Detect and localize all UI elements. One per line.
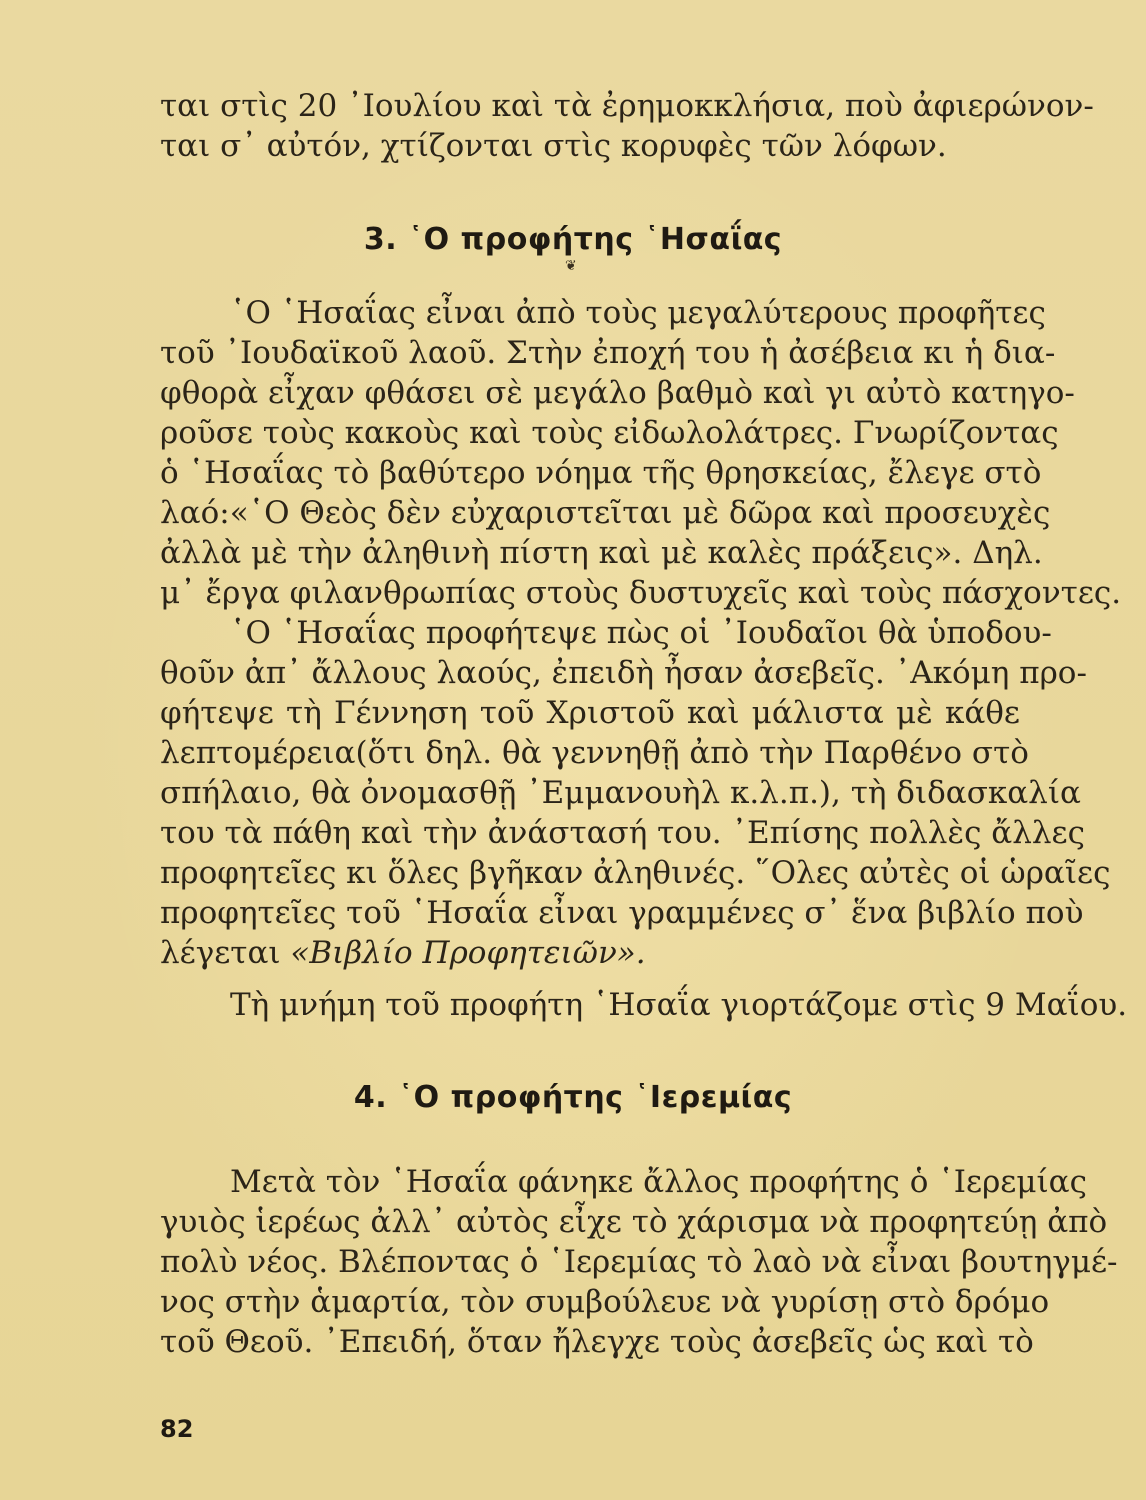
section-3-paragraph-1 [160,293,1122,613]
top-paragraph [160,86,1094,166]
text-line: φήτεψε τὴ Γέννηση τοῦ Χριστοῦ καὶ μάλιστα μὲ κάθε [160,695,1020,731]
text-line: Μετὰ τὸν ῾Ησαΐα φάνηκε ἄλλος προφήτης ὁ ῾Ιερεμίας [230,1164,1087,1200]
text-line: ὁ ῾Ησαΐας τὸ βαθύτερο νόημα τῆς θρησκείας, ἔλεγε στὸ [160,455,1042,491]
book-title: «Βιβλίο Προφητειῶν». [290,935,646,971]
section-3-paragraph-3 [160,985,1128,1025]
text-line: γυιὸς ἱερέως ἀλλ᾿ αὐτὸς εἶχε τὸ χάρισμα νὰ προφητεύῃ ἀπὸ [160,1204,1108,1240]
text-line: ροῦσε τοὺς κακοὺς καὶ τοὺς εἰδωλολάτρες. Γνωρίζοντας [160,415,1059,451]
text-line: νος στὴν ἁμαρτία, τὸν συμβούλευε νὰ γυρίσῃ στὸ δρόμο [160,1284,1050,1320]
section-3-paragraph-2 [160,613,1111,973]
text-line: προφητεῖες τοῦ ῾Ησαΐα εἶναι γραμμένες σ᾿ ἕνα βιβλίο ποὺ [160,895,1084,931]
text-line: πολὺ νέος. Βλέποντας ὁ ῾Ιερεμίας τὸ λαὸ νὰ εἶναι βουτηγμέ- [160,1244,1118,1280]
section-4-heading: 4. ῾Ο προφήτης ῾Ιερεμίας [353,1080,793,1115]
ornament-icon: ❦ [565,258,577,274]
text-line: θοῦν ἀπ᾿ ἄλλους λαούς, ἐπειδὴ ἦσαν ἀσεβεῖς. ᾿Ακόμη προ- [160,655,1087,691]
text-line: ῾Ο ῾Ησαΐας εἶναι ἀπὸ τοὺς μεγαλύτερους προφῆτες [230,295,1046,331]
text-line: Τὴ μνήμη τοῦ προφήτη ῾Ησαΐα γιορτάζομε στὶς 9 Μαΐου. [230,987,1128,1023]
text-line: ἀλλὰ μὲ τὴν ἀληθινὴ πίστη καὶ μὲ καλὲς πράξεις». Δηλ. [160,535,1043,571]
text-line: φθορὰ εἶχαν φθάσει σὲ μεγάλο βαθμὸ καὶ γι αὐτὸ κατηγο- [160,375,1075,411]
text-line: του τὰ πάθη καὶ τὴν ἀνάστασή του. ᾿Επίσης πολλὲς ἄλλες [160,815,1085,851]
section-4-paragraph-1 [160,1162,1118,1362]
text-line: μ᾿ ἔργα φιλανθρωπίας στοὺς δυστυχεῖς καὶ τοὺς πάσχοντες. [160,575,1122,611]
text-line: ται στὶς 20 ᾿Ιουλίου καὶ τὰ ἐρημοκκλήσια, ποὺ ἀφιερώνον- [160,88,1094,124]
text-line [160,933,1020,973]
text-line: προφητεῖες κι ὅλες βγῆκαν ἀληθινές. ῞Ολες αὐτὲς οἱ ὡραῖες [160,855,1111,891]
text-line: τοῦ Θεοῦ. ᾿Επειδή, ὅταν ἤλεγχε τοὺς ἀσεβεῖς ὡς καὶ τὸ [160,1324,1034,1360]
text-line: ῾Ο ῾Ησαΐας προφήτεψε πὼς οἱ ᾿Ιουδαῖοι θὰ ὑποδου- [230,615,1052,651]
text-line: σπήλαιο, θὰ ὀνομασθῇ ᾿Εμμανουὴλ κ.λ.π.), τὴ διδασκαλία [160,775,1081,811]
text-fragment: λέγεται [160,935,291,971]
text-line: τοῦ ᾿Ιουδαϊκοῦ λαοῦ. Στὴν ἐποχή του ἡ ἀσέβεια κι ἡ δια- [160,335,1056,371]
section-3-heading: 3. ῾Ο προφήτης ῾Ησαΐας [363,222,783,257]
text-line: ται σ᾿ αὐτόν, χτίζονται στὶς κορυφὲς τῶν λόφων. [160,128,947,164]
page-number: 82 [160,1415,194,1443]
text-line: λαό:«῾Ο Θεὸς δὲν εὐχαριστεῖται μὲ δῶρα καὶ προσευχὲς [160,495,1051,531]
text-line: λεπτομέρεια(ὅτι δηλ. θὰ γεννηθῇ ἀπὸ τὴν Παρθένο στὸ [160,735,1029,771]
